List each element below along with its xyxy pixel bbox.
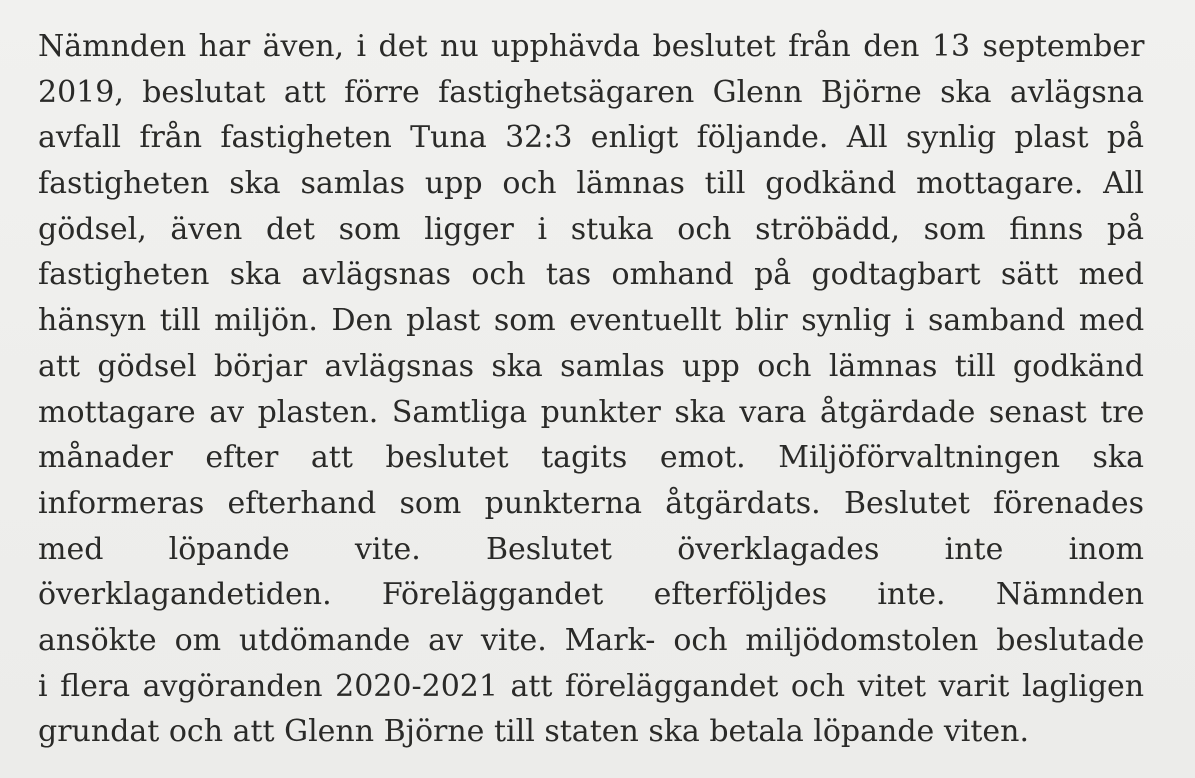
paragraph-line: att gödsel börjar avlägsnas ska samlas upp och lämnas till godkänd: [38, 348, 1144, 384]
paragraph-line: överklagandetiden. Föreläggandet efterföljdes inte. Nämnden: [38, 577, 1145, 613]
paragraph-line: i flera avgöranden 2020-2021 att föreläggandet och vitet varit lagligen: [38, 668, 1145, 704]
paragraph-line: fastigheten ska avlägsnas och tas omhand på godtagbart sätt med: [38, 257, 1144, 293]
paragraph-line: ansökte om utdömande av vite. Mark- och miljödomstolen beslutade: [38, 622, 1145, 658]
paragraph-line: informeras efterhand som punkterna åtgärdats. Beslutet förenades: [38, 485, 1144, 521]
paragraph-line: avfall från fastigheten Tuna 32:3 enligt följande. All synlig plast på: [38, 120, 1144, 156]
paragraph-line: med löpande vite. Beslutet överklagades inte inom: [38, 531, 1144, 567]
paragraph-line: Nämnden har även, i det nu upphävda beslutet från den 13 september: [38, 29, 1145, 64]
paragraph-line: gödsel, även det som ligger i stuka och ströbädd, som finns på: [38, 211, 1144, 247]
paragraph-line: 2019, beslutat att förre fastighetsägaren Glenn Björne ska avlägsna: [38, 74, 1144, 110]
body-paragraph: [38, 24, 1144, 755]
paragraph-line: hänsyn till miljön. Den plast som eventuellt blir synlig i samband med: [38, 303, 1145, 339]
paragraph-line: månader efter att beslutet tagits emot. Miljöförvaltningen ska: [38, 440, 1145, 476]
paragraph-line: fastigheten ska samlas upp och lämnas till godkänd mottagare. All: [38, 166, 1144, 202]
paragraph-line: mottagare av plasten. Samtliga punkter ska vara åtgärdade senast tre: [38, 394, 1145, 430]
paragraph-line: grundat och att Glenn Björne till staten ska betala löpande viten.: [38, 714, 1030, 750]
